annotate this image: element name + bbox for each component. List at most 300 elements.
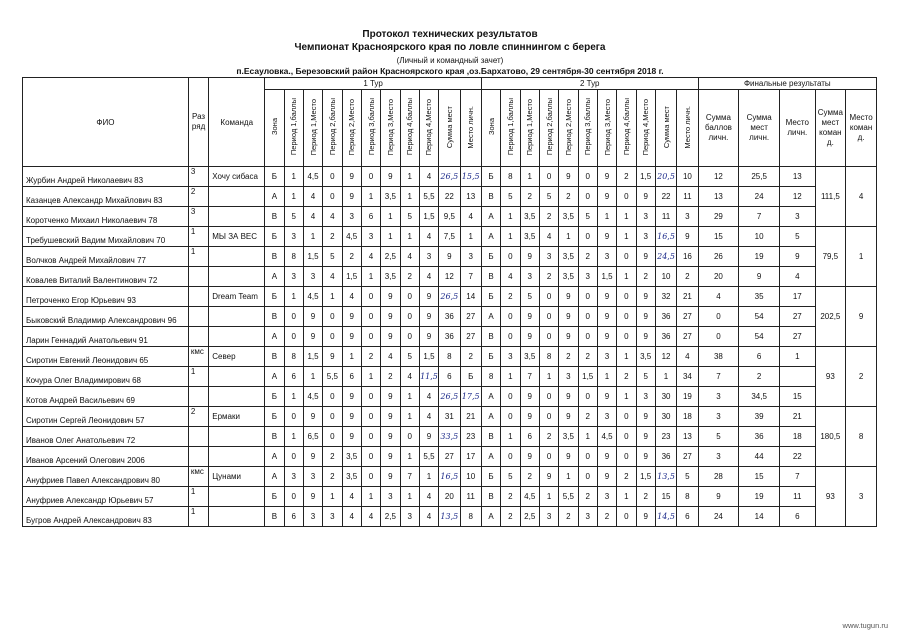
t1-cell: 1 (284, 427, 303, 447)
t1-cell: 6 (342, 367, 361, 387)
t1-cell: 36 (439, 327, 460, 347)
t2-cell: 2 (597, 507, 616, 527)
t1-cell: 3 (361, 227, 380, 247)
t1-cell: 4 (342, 287, 361, 307)
athlete-name: Ануфриев Александр Юрьевич 57 (23, 487, 189, 507)
t1-cell: 5 (400, 207, 419, 227)
t2-cell: 9 (636, 287, 655, 307)
t1-cell: 4 (303, 207, 322, 227)
t1-cell: 1 (419, 467, 438, 487)
t1-cell: 3 (284, 467, 303, 487)
t2-cell: 4,5 (597, 427, 616, 447)
t2-cell: 10 (655, 267, 676, 287)
athlete-rank: кмс (188, 347, 208, 367)
t1-cell: 4 (381, 347, 400, 367)
t2-cell: 0 (578, 227, 597, 247)
t2-cell: 5 (677, 467, 698, 487)
t2-cell: 9 (597, 467, 616, 487)
t1-cell: 23 (460, 427, 481, 447)
t1-cell: 4 (361, 247, 380, 267)
athlete-rank (188, 447, 208, 467)
t1-cell: 9 (303, 307, 322, 327)
t1-cell: 3 (400, 507, 419, 527)
final-cell: 19 (739, 487, 780, 507)
t2-cell: 19 (677, 387, 698, 407)
t2-cell: 2 (636, 267, 655, 287)
t2-cell: 16 (677, 247, 698, 267)
t2-cell: 4 (501, 267, 520, 287)
t1-cell: 11,5 (419, 367, 438, 387)
t2-cell: 1 (520, 167, 539, 187)
t1-cell: 6 (439, 367, 460, 387)
t1-cell: 2,5 (381, 247, 400, 267)
final-cell: 36 (739, 427, 780, 447)
final-cell: 54 (739, 327, 780, 347)
t2-cell: 22 (655, 187, 676, 207)
t2-cell: 0 (501, 447, 520, 467)
t1-cell: 1 (303, 367, 322, 387)
t1-cell: 9 (381, 447, 400, 467)
t1-cell: 0 (361, 327, 380, 347)
athlete-rank (188, 327, 208, 347)
t2-cell: 3,5 (520, 207, 539, 227)
t2-cell: 0 (539, 167, 558, 187)
t1-cell: А (265, 367, 284, 387)
t2-cell: 2 (578, 347, 597, 367)
t2-cell: 9 (597, 287, 616, 307)
team-name: Ермаки (209, 407, 265, 427)
final-cell: 24 (739, 187, 780, 207)
final-cell: 13 (779, 167, 815, 187)
t1-cell: 0 (361, 167, 380, 187)
t2-cell: 2 (617, 167, 636, 187)
t1-cell: 3 (381, 487, 400, 507)
final-cell: 7 (698, 367, 739, 387)
t2-cell: 5 (636, 367, 655, 387)
t2-cell: 9 (677, 227, 698, 247)
athlete-rank: 1 (188, 247, 208, 267)
t2-cell: 9 (520, 247, 539, 267)
t1-cell: 22 (439, 187, 460, 207)
final-cell: 0 (698, 307, 739, 327)
t1-cell: 9 (323, 347, 342, 367)
t1-cell: 1 (400, 167, 419, 187)
t2-cell: 1 (539, 367, 558, 387)
t2-cell: 9 (539, 467, 558, 487)
final-cell: 1 (779, 347, 815, 367)
t2-col-sum: Сумма мест (655, 90, 676, 167)
t2-cell: 9 (559, 327, 578, 347)
t1-cell: А (265, 267, 284, 287)
athlete-rank: кмс (188, 467, 208, 487)
t2-cell: 9 (520, 307, 539, 327)
t2-cell: 32 (655, 287, 676, 307)
col-f-team_sum: Сумма мест коман д. (815, 90, 846, 167)
t2-cell: 3 (597, 487, 616, 507)
t1-cell: 1 (284, 387, 303, 407)
team-place: 3 (846, 467, 877, 527)
t2-cell: А (481, 207, 500, 227)
t1-cell: 3 (303, 507, 322, 527)
t1-cell: 9 (342, 387, 361, 407)
t1-cell: 6 (361, 207, 380, 227)
final-cell: 2 (739, 367, 780, 387)
t1-cell: 7,5 (439, 227, 460, 247)
t2-cell: 9 (559, 287, 578, 307)
final-cell: 9 (698, 487, 739, 507)
t2-cell: 3 (539, 507, 558, 527)
t1-cell: В (265, 507, 284, 527)
t2-cell: 0 (578, 187, 597, 207)
t1-cell: 1 (284, 287, 303, 307)
t1-cell: 0 (400, 427, 419, 447)
t1-cell: 26,5 (439, 167, 460, 187)
t1-cell: 4 (419, 227, 438, 247)
t1-cell: 13 (460, 187, 481, 207)
t2-cell: 3 (597, 347, 616, 367)
t2-cell: 1 (617, 487, 636, 507)
t1-cell: 3 (460, 247, 481, 267)
t1-cell: В (265, 427, 284, 447)
t2-cell: 1 (617, 227, 636, 247)
t1-cell: 14 (460, 287, 481, 307)
t2-cell: В (481, 187, 500, 207)
t2-col-p3m: Период 3,Место (597, 90, 616, 167)
t1-cell: 1 (323, 287, 342, 307)
t1-cell: 3,5 (342, 447, 361, 467)
t1-cell: 9,5 (439, 207, 460, 227)
final-cell: 24 (698, 507, 739, 527)
t2-cell: А (481, 307, 500, 327)
t1-cell: 1 (381, 207, 400, 227)
t1-cell: Б (265, 287, 284, 307)
final-cell: 26 (698, 247, 739, 267)
t1-cell: 2 (323, 227, 342, 247)
t1-cell: 2 (381, 367, 400, 387)
t1-cell: 9 (381, 387, 400, 407)
final-cell: 10 (739, 227, 780, 247)
t2-cell: 3 (636, 227, 655, 247)
t1-cell: 21 (460, 407, 481, 427)
t1-cell: 1 (342, 347, 361, 367)
t2-cell: 3 (636, 387, 655, 407)
athlete-rank: 3 (188, 167, 208, 187)
t1-cell: 2 (342, 247, 361, 267)
t2-cell: В (481, 327, 500, 347)
t1-cell: 9 (381, 427, 400, 447)
t2-cell: 2 (578, 407, 597, 427)
t2-cell: Б (460, 367, 481, 387)
t1-cell: 0 (284, 307, 303, 327)
athlete-name: Котов Андрей Васильевич 69 (23, 387, 189, 407)
site-watermark: www.tugun.ru (842, 621, 888, 630)
t2-cell: 2 (520, 467, 539, 487)
t1-cell: 31 (439, 407, 460, 427)
athlete-rank (188, 307, 208, 327)
t2-cell: 24,5 (655, 247, 676, 267)
t2-cell: В (481, 427, 500, 447)
t2-cell: 11 (677, 187, 698, 207)
t1-cell: В (265, 247, 284, 267)
t1-cell: 6 (284, 507, 303, 527)
t2-cell: 6 (677, 507, 698, 527)
t1-cell: 4 (323, 267, 342, 287)
t1-cell: 4 (303, 187, 322, 207)
t2-cell: 30 (655, 387, 676, 407)
athlete-name: Сиротин Сергей Леонидович 57 (23, 407, 189, 427)
t2-cell: 9 (636, 307, 655, 327)
t1-cell: 1 (460, 227, 481, 247)
t1-cell: 9 (381, 287, 400, 307)
t2-cell: Б (481, 167, 500, 187)
athlete-rank: 2 (188, 407, 208, 427)
t1-cell: 26,5 (439, 387, 460, 407)
t1-cell: 9 (381, 307, 400, 327)
t2-cell: 1 (539, 487, 558, 507)
t2-cell: 3 (636, 207, 655, 227)
t2-cell: 3 (578, 267, 597, 287)
t1-cell: 9 (342, 407, 361, 427)
team-sum: 180,5 (815, 407, 846, 467)
t1-cell: 4,5 (342, 227, 361, 247)
final-cell: 15 (779, 387, 815, 407)
team-place: 9 (846, 287, 877, 347)
final-cell: 25,5 (739, 167, 780, 187)
athlete-name: Требушевский Вадим Михайлович 70 (23, 227, 189, 247)
t2-cell: 2 (636, 487, 655, 507)
t2-cell: 2 (617, 467, 636, 487)
t2-cell: 0 (501, 387, 520, 407)
athlete-rank (188, 267, 208, 287)
t2-cell: 0 (539, 407, 558, 427)
t2-cell: 0 (539, 287, 558, 307)
t2-cell: 9 (597, 387, 616, 407)
t1-cell: 5 (284, 207, 303, 227)
t2-cell: 0 (617, 307, 636, 327)
final-cell: 39 (739, 407, 780, 427)
t2-cell: Б (481, 287, 500, 307)
t1-cell: 7 (400, 467, 419, 487)
team-name: Север (209, 347, 265, 367)
table-row (23, 327, 877, 347)
team-name (209, 207, 265, 227)
t1-cell: 9 (381, 467, 400, 487)
team-name (209, 187, 265, 207)
t1-cell: 1,5 (303, 347, 322, 367)
final-cell: 38 (698, 347, 739, 367)
t1-cell: 0 (361, 287, 380, 307)
t2-cell: 14,5 (655, 507, 676, 527)
final-cell: 34 (677, 367, 698, 387)
t2-cell: 0 (539, 327, 558, 347)
t1-cell: 3 (284, 227, 303, 247)
t2-cell: 3 (597, 407, 616, 427)
t2-cell: 0 (501, 247, 520, 267)
athlete-rank: 2 (188, 187, 208, 207)
col-f-sum: Сумма мест личн. (739, 90, 780, 167)
t2-cell: 2 (501, 487, 520, 507)
final-cell: 7 (739, 207, 780, 227)
t1-cell: 16,5 (439, 467, 460, 487)
t1-cell: 9 (419, 287, 438, 307)
col-team: Команда (209, 78, 265, 167)
final-cell: 4 (698, 287, 739, 307)
t1-cell: Б (265, 387, 284, 407)
t1-cell: 8 (460, 507, 481, 527)
final-cell: 14 (739, 507, 780, 527)
athlete-name: Казанцев Александр Михайлович 83 (23, 187, 189, 207)
t2-cell: 2 (559, 187, 578, 207)
t1-cell: 4 (342, 507, 361, 527)
t2-cell: 2 (578, 247, 597, 267)
t2-cell: 1 (559, 467, 578, 487)
t1-col-p2b: Период 2,баллы (323, 90, 342, 167)
athlete-rank: 1 (188, 507, 208, 527)
team-name (209, 267, 265, 287)
t1-cell: 9 (439, 247, 460, 267)
team-sum: 93 (815, 467, 846, 527)
t2-cell: 6 (520, 427, 539, 447)
t2-cell: 0 (578, 167, 597, 187)
t1-cell: 4 (419, 267, 438, 287)
t1-cell: 6,5 (303, 427, 322, 447)
t2-cell: 0 (578, 387, 597, 407)
t1-cell: 27 (460, 307, 481, 327)
t1-cell: 2 (323, 467, 342, 487)
t2-cell: 1 (617, 267, 636, 287)
t2-cell: 0 (617, 447, 636, 467)
table-row (23, 227, 877, 247)
table-row (23, 307, 877, 327)
t1-cell: 8 (284, 247, 303, 267)
t1-cell: 0 (361, 467, 380, 487)
team-sum: 93 (815, 347, 846, 407)
t1-cell: 9 (303, 447, 322, 467)
t2-cell: 1,5 (636, 167, 655, 187)
t1-cell: 17,5 (460, 387, 481, 407)
t2-cell: 3 (578, 507, 597, 527)
t1-cell: А (265, 467, 284, 487)
t2-cell: 36 (655, 307, 676, 327)
t1-cell: 0 (284, 407, 303, 427)
t2-cell: 0 (578, 447, 597, 467)
final-cell: 5 (779, 227, 815, 247)
final-cell: 17 (779, 287, 815, 307)
t2-col-p2b: Период 2,баллы (539, 90, 558, 167)
table-row (23, 447, 877, 467)
final-cell: 6 (779, 507, 815, 527)
t2-col-zone: Зона (481, 90, 500, 167)
t1-cell: 9 (303, 407, 322, 427)
t1-cell: 4 (460, 207, 481, 227)
final-cell: 9 (739, 267, 780, 287)
t2-cell: 30 (655, 407, 676, 427)
t1-cell: 17 (460, 447, 481, 467)
t2-cell: 0 (617, 327, 636, 347)
t2-cell: 0 (617, 407, 636, 427)
t2-cell: 3 (520, 267, 539, 287)
t2-cell: 2 (501, 287, 520, 307)
final-cell: 3 (698, 447, 739, 467)
t2-cell: 9 (520, 387, 539, 407)
t2-cell: Б (481, 347, 500, 367)
athlete-name: Коротченко Михаил Николаевич 78 (23, 207, 189, 227)
t1-col-p2m: Период 2,Место (342, 90, 361, 167)
t2-cell: 0 (501, 327, 520, 347)
t2-cell: 4 (677, 347, 698, 367)
t2-cell: 0 (617, 507, 636, 527)
final-cell: 12 (698, 167, 739, 187)
t1-cell: 3,5 (381, 187, 400, 207)
t1-cell: 27 (460, 327, 481, 347)
t1-col-p3m: Период 3,Место (381, 90, 400, 167)
athlete-name: Петроченко Егор Юрьевич 93 (23, 287, 189, 307)
t2-cell: 9 (559, 167, 578, 187)
t1-cell: А (265, 187, 284, 207)
team-name (209, 307, 265, 327)
results-body (23, 167, 877, 527)
t1-cell: 3 (284, 267, 303, 287)
team-name: Цунами (209, 467, 265, 487)
results-table (22, 77, 877, 527)
t2-cell: 1 (578, 427, 597, 447)
t2-cell: 3,5 (559, 207, 578, 227)
t2-cell: 0 (617, 247, 636, 267)
t1-cell: 3 (303, 267, 322, 287)
t1-cell: 0 (323, 167, 342, 187)
t2-cell: 9 (636, 247, 655, 267)
col-f-points: Сумма баллов личн. (698, 90, 739, 167)
t1-cell: 9 (342, 167, 361, 187)
table-row (23, 507, 877, 527)
t2-cell: 8 (481, 367, 500, 387)
t2-cell: 5,5 (559, 487, 578, 507)
t2-cell: 0 (501, 407, 520, 427)
t1-cell: 2 (361, 347, 380, 367)
t2-cell: В (481, 267, 500, 287)
t1-cell: 9 (303, 487, 322, 507)
t2-cell: 5 (501, 187, 520, 207)
t2-cell: 1 (655, 367, 676, 387)
team-name: МЫ ЗА ВЕС (209, 227, 265, 247)
t1-cell: Б (265, 167, 284, 187)
t1-cell: 4 (400, 247, 419, 267)
final-cell: 5 (698, 427, 739, 447)
t2-col-p2m: Период 2,Место (559, 90, 578, 167)
t1-cell: 5 (323, 247, 342, 267)
t1-col-p1b: Период 1,баллы (284, 90, 303, 167)
t2-cell: 9 (636, 427, 655, 447)
athlete-name: Волчков Андрей Михайлович 77 (23, 247, 189, 267)
t2-cell: 9 (597, 187, 616, 207)
t2-cell: 3 (559, 367, 578, 387)
t1-cell: 0 (323, 407, 342, 427)
final-cell: 6 (739, 347, 780, 367)
final-cell: 11 (779, 487, 815, 507)
t1-cell: 0 (361, 307, 380, 327)
t2-cell: 2 (578, 487, 597, 507)
t1-cell: 4 (400, 367, 419, 387)
t1-cell: 1 (284, 167, 303, 187)
championship-title: Чемпионат Красноярского края по ловле спиннингом с берега (294, 42, 606, 53)
table-row (23, 187, 877, 207)
table-row (23, 467, 877, 487)
t1-cell: Б (265, 227, 284, 247)
t2-cell: 11 (655, 207, 676, 227)
t1-cell: 8 (439, 347, 460, 367)
t1-cell: 1,5 (342, 267, 361, 287)
t1-col-p4m: Период 4,Место (419, 90, 438, 167)
